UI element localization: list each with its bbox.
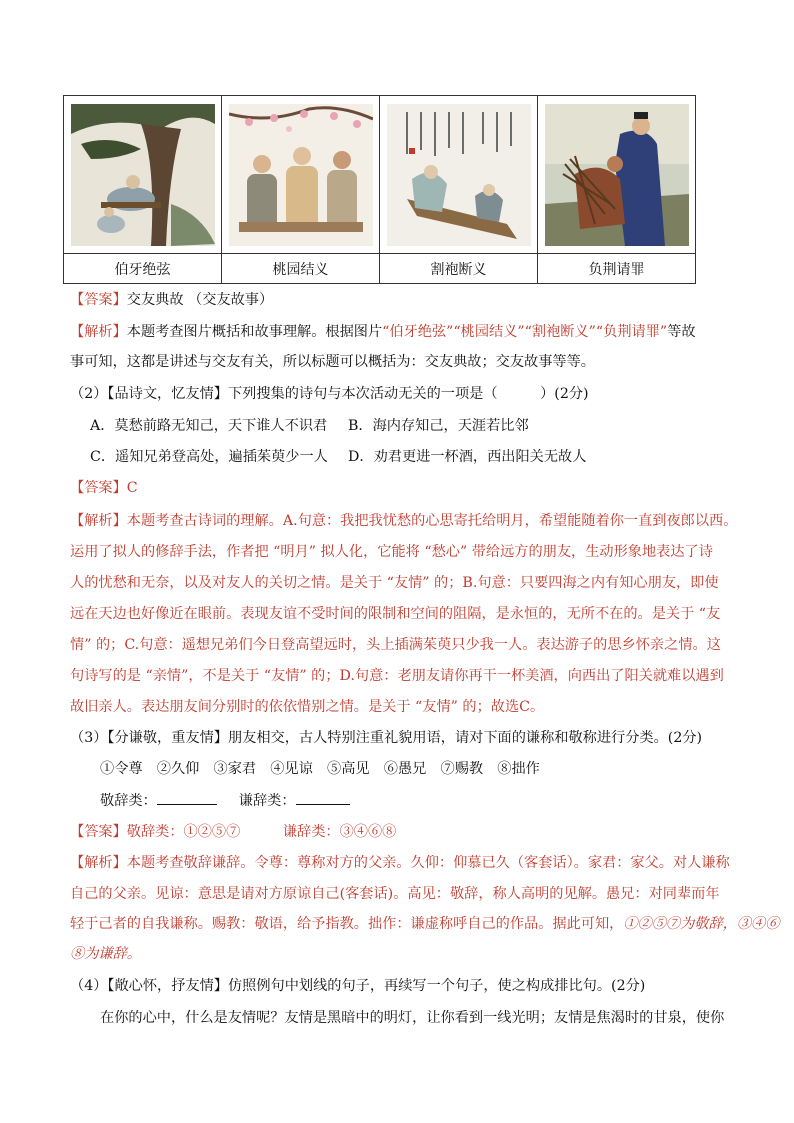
q3-blanks bbox=[100, 790, 350, 811]
picture-caption: 伯牙绝弦 bbox=[64, 254, 222, 284]
analysis-text: 轻于己者的自我谦称。赐教：敬语，给予指教。拙作：谦虚称呼自己的作品。据此可知， bbox=[70, 916, 624, 932]
answer-text: 敬辞类：①②⑤⑦ 谦辞类：③④⑥⑧ bbox=[126, 824, 397, 840]
q2-option-c: C．遥知兄弟登高处，遍插茱萸少一人 bbox=[90, 449, 328, 465]
calligraphy-scene-icon bbox=[387, 104, 531, 246]
q2-analysis-line: 情” 的；C.句意：遥想兄弟们今日登高望远时，头上插满茱萸只少我一人。表达游子的思乡怀亲之情。这 bbox=[70, 637, 721, 653]
picture-cell bbox=[64, 96, 222, 254]
picture-cell bbox=[380, 96, 538, 254]
picture-caption: 桃园结义 bbox=[222, 254, 380, 284]
q2-analysis-line: 运用了拟人的修辞手法，作者把 “明月” 拟人化，它能将 “愁心” 带给远方的朋友，生动形象地表达了诗 bbox=[70, 544, 713, 560]
q3-analysis-line bbox=[70, 914, 779, 934]
analysis-tag: 【解析】 bbox=[70, 855, 127, 871]
guqin-scene-icon bbox=[71, 104, 215, 246]
qian-label: 谦辞类： bbox=[238, 793, 296, 809]
analysis-text: 本题考查敬辞谦辞。令尊：尊称对方的父亲。久仰：仰慕已久（客套话）。家君：家父。对人谦称 bbox=[126, 855, 730, 871]
answer-tag: 【答案】 bbox=[70, 824, 127, 840]
analysis-tag: 【解析】 bbox=[70, 324, 127, 340]
q3-analysis-line bbox=[70, 853, 730, 873]
q3-stem: （3）【分谦敬，重友情】朋友相交，古人特别注重礼貌用语，请对下面的谦称和敬称进行分类。(2分) bbox=[70, 730, 703, 746]
picture-cell bbox=[538, 96, 696, 254]
analysis-text: 本题考查图片概括和故事理解。根据图片 bbox=[126, 324, 383, 340]
answer-tag: 【答案】 bbox=[70, 292, 127, 308]
q3-analysis-line: ⑧为谦辞。 bbox=[70, 946, 141, 962]
thorns-scene-icon bbox=[545, 104, 689, 246]
picture-cell bbox=[222, 96, 380, 254]
q2-analysis-line: 人的忧愁和无奈，以及对友人的关切之情。是关于 “友情” 的；B.句意：只要四海之内有知心朋友，即使 bbox=[70, 575, 719, 591]
analysis-highlight: ①②⑤⑦为敬辞，③④⑥ bbox=[623, 916, 780, 932]
jing-blank[interactable] bbox=[157, 790, 217, 805]
q1-answer bbox=[70, 290, 273, 310]
q2-analysis-line bbox=[70, 511, 737, 531]
story-picture-table bbox=[63, 95, 696, 284]
jing-label: 敬辞类： bbox=[100, 793, 157, 809]
answer-tag: 【答案】 bbox=[70, 480, 127, 496]
picture-caption: 负荆请罪 bbox=[538, 254, 696, 284]
answer-text: 交友典故 （交友故事） bbox=[126, 292, 274, 308]
q1-analysis-line bbox=[70, 322, 696, 342]
picture-caption: 割袍断义 bbox=[380, 254, 538, 284]
q2-answer bbox=[70, 478, 138, 498]
answer-text: C bbox=[126, 480, 138, 496]
q2-analysis-line: 远在天边也好像近在眼前。表现友谊不受时间的限制和空间的阻隔，是永恒的，无所不在的。是关于 “友 bbox=[70, 606, 721, 622]
q2-stem: （2）【品诗文，忆友情】下列搜集的诗句与本次活动无关的一项是（ ）(2分) bbox=[70, 386, 589, 402]
q2-option-a: A．莫愁前路无知己，天下谁人不识君 bbox=[90, 418, 328, 434]
analysis-highlight: “伯牙绝弦”“桃园结义”“割袍断义”“负荆请罪” bbox=[382, 324, 668, 340]
q1-analysis-line: 事可知，这都是讲述与交友有关，所以标题可以概括为：交友典故；交友故事等等。 bbox=[70, 354, 595, 370]
q2-option-d: D．劝君更进一杯酒，西出阳关无故人 bbox=[348, 449, 587, 465]
q3-answer bbox=[70, 822, 396, 842]
analysis-text: 等故 bbox=[667, 324, 696, 340]
q4-example: 在你的心中，什么是友情呢？友情是黑暗中的明灯，让你看到一线光明；友情是焦渴时的甘泉，使你 bbox=[100, 1010, 725, 1026]
analysis-tag: 【解析】 bbox=[70, 513, 127, 529]
q2-option-b: B．海内存知己，天涯若比邻 bbox=[348, 418, 529, 434]
q2-analysis-line: 句诗写的是 “亲情”，不是关于 “友情” 的；D.句意：老朋友请你再干一杯美酒，向西出了阳关就难以遇到 bbox=[70, 668, 724, 684]
qian-blank[interactable] bbox=[296, 790, 350, 805]
q3-analysis-line: 自己的父亲。见谅：意思是请对方原谅自己(客套话)。高见：敬辞，称人高明的见解。愚兄：对同辈而年 bbox=[70, 886, 720, 902]
q4-stem: （4）【敞心怀，抒友情】仿照例句中划线的句子，再续写一个句子，使之构成排比句。(2分) bbox=[70, 978, 646, 994]
q3-items: ①令尊 ②久仰 ③家君 ④见谅 ⑤高见 ⑥愚兄 ⑦赐教 ⑧拙作 bbox=[100, 761, 540, 777]
three-brothers-scene-icon bbox=[229, 104, 373, 246]
q2-analysis-line: 故旧亲人。表达朋友间分别时的依依惜别之情。是关于 “友情” 的；故选C。 bbox=[70, 699, 545, 715]
analysis-text: 本题考查古诗词的理解。A.句意：我把我忧愁的心思寄托给明月，希望能随着你一直到夜郎以西。 bbox=[126, 513, 738, 529]
